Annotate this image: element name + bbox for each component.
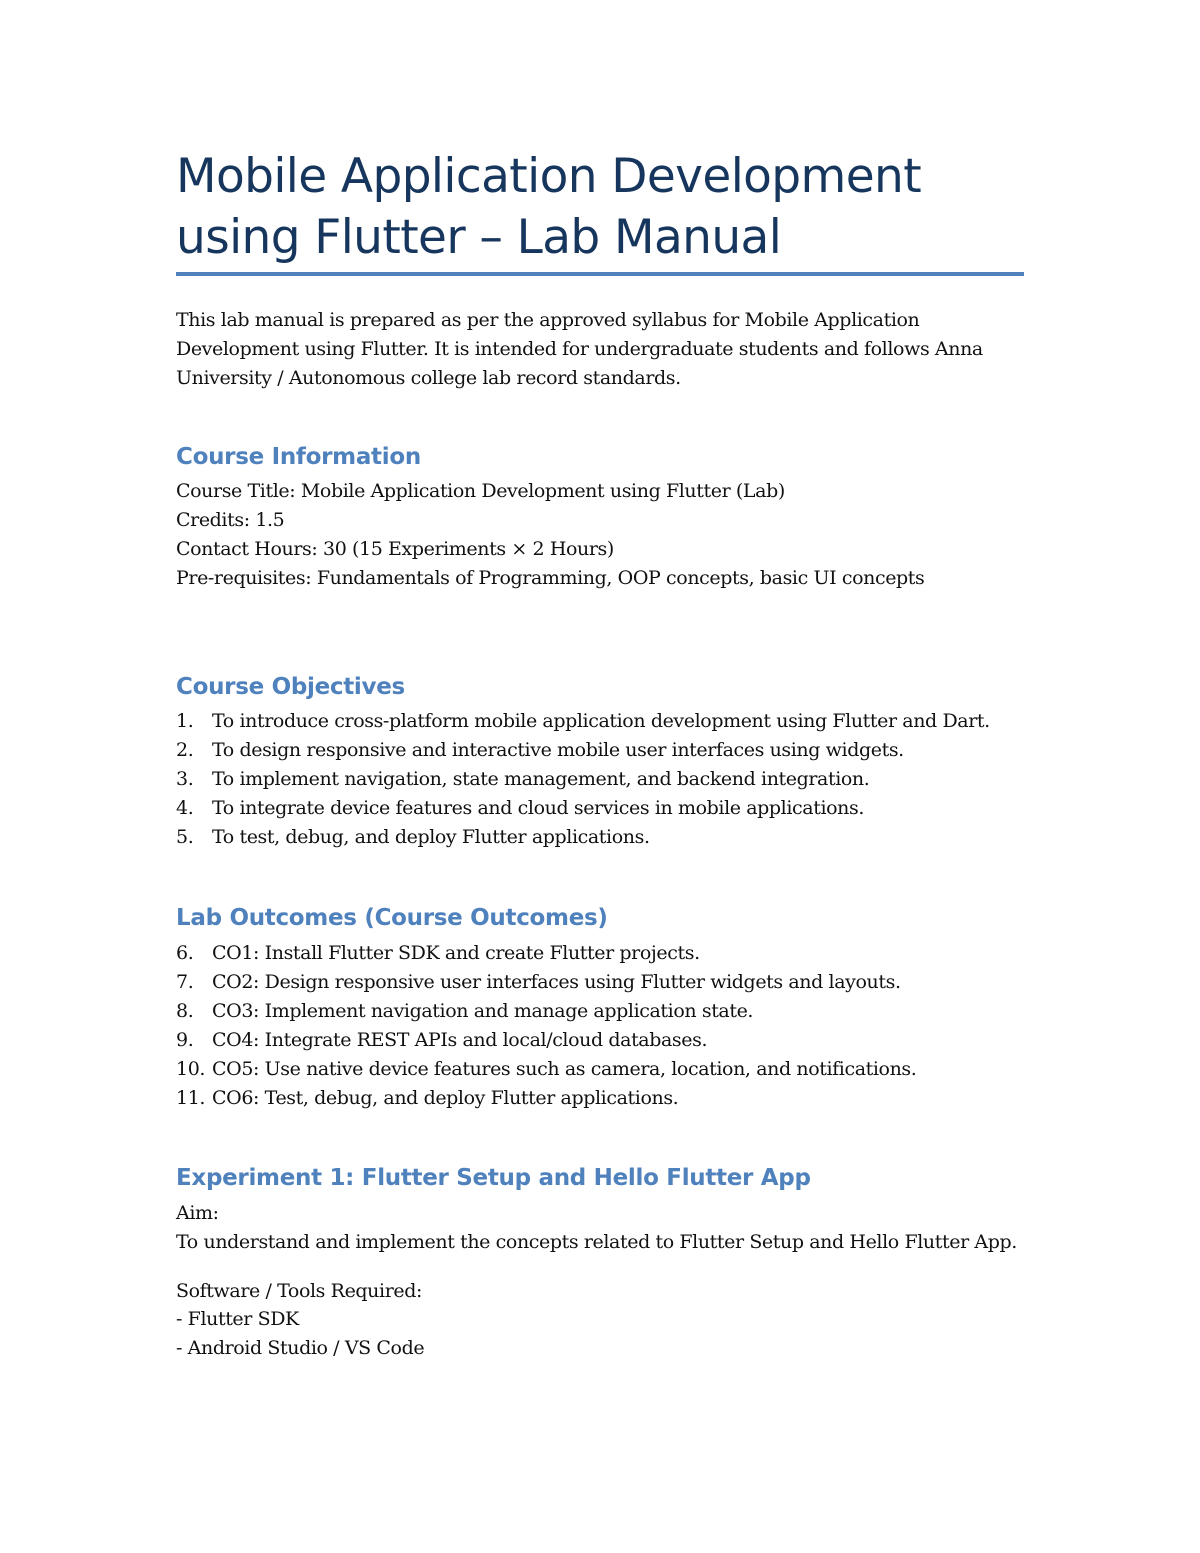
list-text: CO3: Implement navigation and manage application state.	[212, 1000, 754, 1022]
list-number: 5.	[176, 826, 194, 848]
list-text: CO6: Test, debug, and deploy Flutter applications.	[212, 1087, 679, 1109]
list-item	[176, 997, 1076, 1026]
list-text: CO5: Use native device features such as camera, location, and notifications.	[212, 1058, 917, 1080]
lab-outcomes-list	[176, 939, 1076, 1113]
list-number: 4.	[176, 797, 194, 819]
credits-line: Credits: 1.5	[176, 509, 285, 531]
list-number: 3.	[176, 768, 194, 790]
list-number: 8.	[176, 1000, 194, 1022]
tools-label: Software / Tools Required:	[176, 1280, 422, 1302]
list-item	[176, 823, 1076, 852]
list-text: CO1: Install Flutter SDK and create Flutter projects.	[212, 942, 700, 964]
tool-ide: - Android Studio / VS Code	[176, 1337, 425, 1359]
list-number: 6.	[176, 942, 194, 964]
list-number: 2.	[176, 739, 194, 761]
title-underline	[176, 272, 1024, 276]
document-title: Mobile Application Development using Flutter – Lab Manual	[176, 149, 922, 265]
list-item	[176, 1084, 1076, 1113]
list-item	[176, 765, 1076, 794]
list-item	[176, 1026, 1076, 1055]
list-number: 7.	[176, 971, 194, 993]
course-title-line: Course Title: Mobile Application Development using Flutter (Lab)	[176, 480, 785, 502]
list-number: 10.	[176, 1058, 206, 1080]
lab-outcomes-heading: Lab Outcomes (Course Outcomes)	[176, 905, 608, 931]
list-text: To implement navigation, state management, and backend integration.	[212, 768, 870, 790]
list-item	[176, 736, 1076, 765]
course-information-list	[176, 477, 1076, 593]
tools-list	[176, 1305, 1076, 1363]
list-text: CO2: Design responsive user interfaces using Flutter widgets and layouts.	[212, 971, 901, 993]
aim-text: To understand and implement the concepts related to Flutter Setup and Hello Flutter App.	[176, 1231, 1017, 1253]
list-item	[176, 1055, 1076, 1084]
list-text: To test, debug, and deploy Flutter applications.	[212, 826, 650, 848]
list-number: 9.	[176, 1029, 194, 1051]
course-objectives-heading: Course Objectives	[176, 674, 405, 700]
list-text: To introduce cross-platform mobile application development using Flutter and Dart.	[212, 710, 990, 732]
experiment-1-heading: Experiment 1: Flutter Setup and Hello Flutter App	[176, 1165, 811, 1191]
list-text: To design responsive and interactive mobile user interfaces using widgets.	[212, 739, 904, 761]
tool-flutter-sdk: - Flutter SDK	[176, 1308, 299, 1330]
list-number: 1.	[176, 710, 194, 732]
list-text: CO4: Integrate REST APIs and local/cloud databases.	[212, 1029, 708, 1051]
list-item	[176, 794, 1076, 823]
list-item	[176, 707, 1076, 736]
list-item	[176, 939, 1076, 968]
prerequisites-line: Pre-requisites: Fundamentals of Programming, OOP concepts, basic UI concepts	[176, 567, 925, 589]
course-objectives-list	[176, 707, 1076, 852]
list-item	[176, 968, 1076, 997]
list-text: To integrate device features and cloud services in mobile applications.	[212, 797, 864, 819]
aim-label: Aim:	[176, 1202, 219, 1224]
list-number: 11.	[176, 1087, 206, 1109]
contact-hours-line: Contact Hours: 30 (15 Experiments × 2 Hours)	[176, 538, 614, 560]
course-information-heading: Course Information	[176, 444, 421, 470]
intro-paragraph: This lab manual is prepared as per the approved syllabus for Mobile Application Development using Flutter. It is intended for undergraduate students and follows Anna University / Autonomous college lab record standards.	[176, 309, 983, 389]
